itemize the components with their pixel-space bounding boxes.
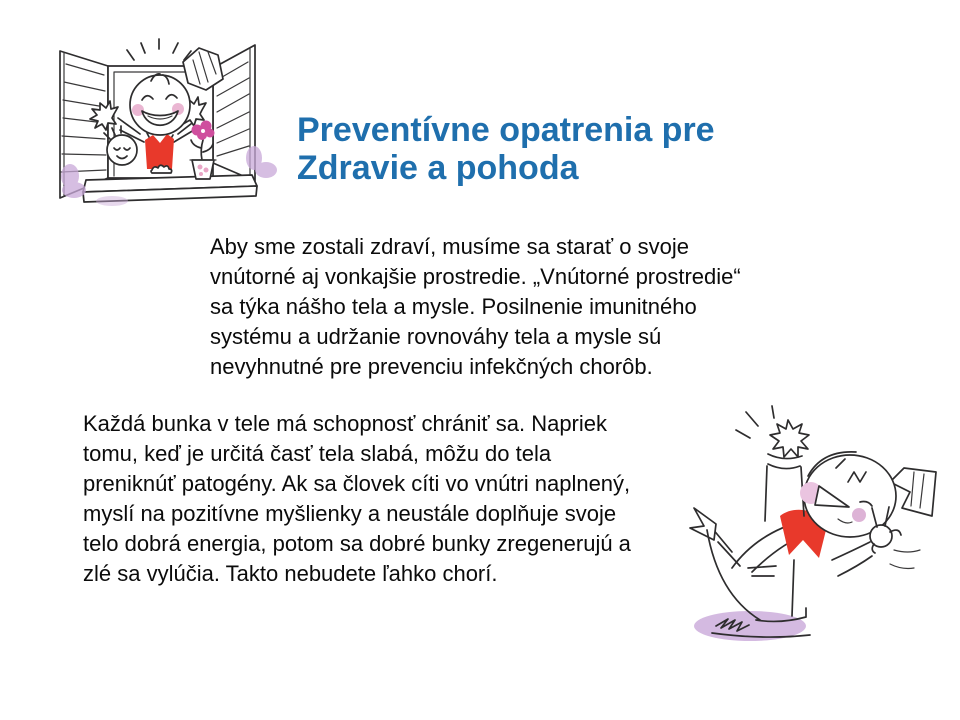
slide-title	[297, 111, 715, 187]
text-line: tomu, keď je určitá časť tela slabá, môžu do tela	[83, 441, 552, 466]
tiny-hands	[151, 165, 172, 173]
window-illustration	[50, 36, 290, 214]
text-line: Preventívne opatrenia pre	[297, 111, 715, 149]
text-line: nevyhnutné pre prevenciu infekčných chorôb.	[210, 354, 653, 379]
text-line: systému a udržanie rovnováhy tela a mysle sú	[210, 324, 662, 349]
body-paragraph	[83, 409, 631, 589]
text-line: zlé sa vylúčia. Takto nebudete ľahko chorí.	[83, 561, 498, 586]
exercise-illustration	[688, 404, 942, 648]
flower-pot	[192, 160, 214, 179]
raised-fist	[770, 420, 809, 457]
text-line: Zdravie a pohoda	[297, 149, 579, 187]
sun-rays	[127, 39, 191, 60]
emphasis-marks	[736, 406, 774, 438]
motion-lines	[890, 550, 920, 569]
text-line: myslí na pozitívne myšlienky a neustále doplňuje svoje	[83, 501, 617, 526]
pointed-foot	[690, 508, 716, 540]
text-line: telo dobrá energia, potom sa dobré bunky zregenerujú a	[83, 531, 631, 556]
text-line: Aby sme zostali zdraví, musíme sa starať o svoje	[210, 234, 689, 259]
cheek	[852, 508, 866, 522]
hair-tuft	[890, 468, 936, 516]
text-line: sa týka nášho tela a mysle. Posilnenie imunitného	[210, 294, 697, 319]
text-line: preniknúť patogény. Ak sa človek cíti vo vnútri naplnený,	[83, 471, 631, 496]
text-line: vnútorné aj vonkajšie prostredie. „Vnútorné prostredie“	[210, 264, 741, 289]
stretching-person-icon	[688, 404, 942, 648]
child-head	[107, 135, 137, 165]
text-line: Každá bunka v tele má schopnosť chrániť sa. Napriek	[83, 411, 608, 436]
intro-paragraph	[210, 232, 741, 382]
open-window-happy-person-icon	[50, 36, 290, 214]
